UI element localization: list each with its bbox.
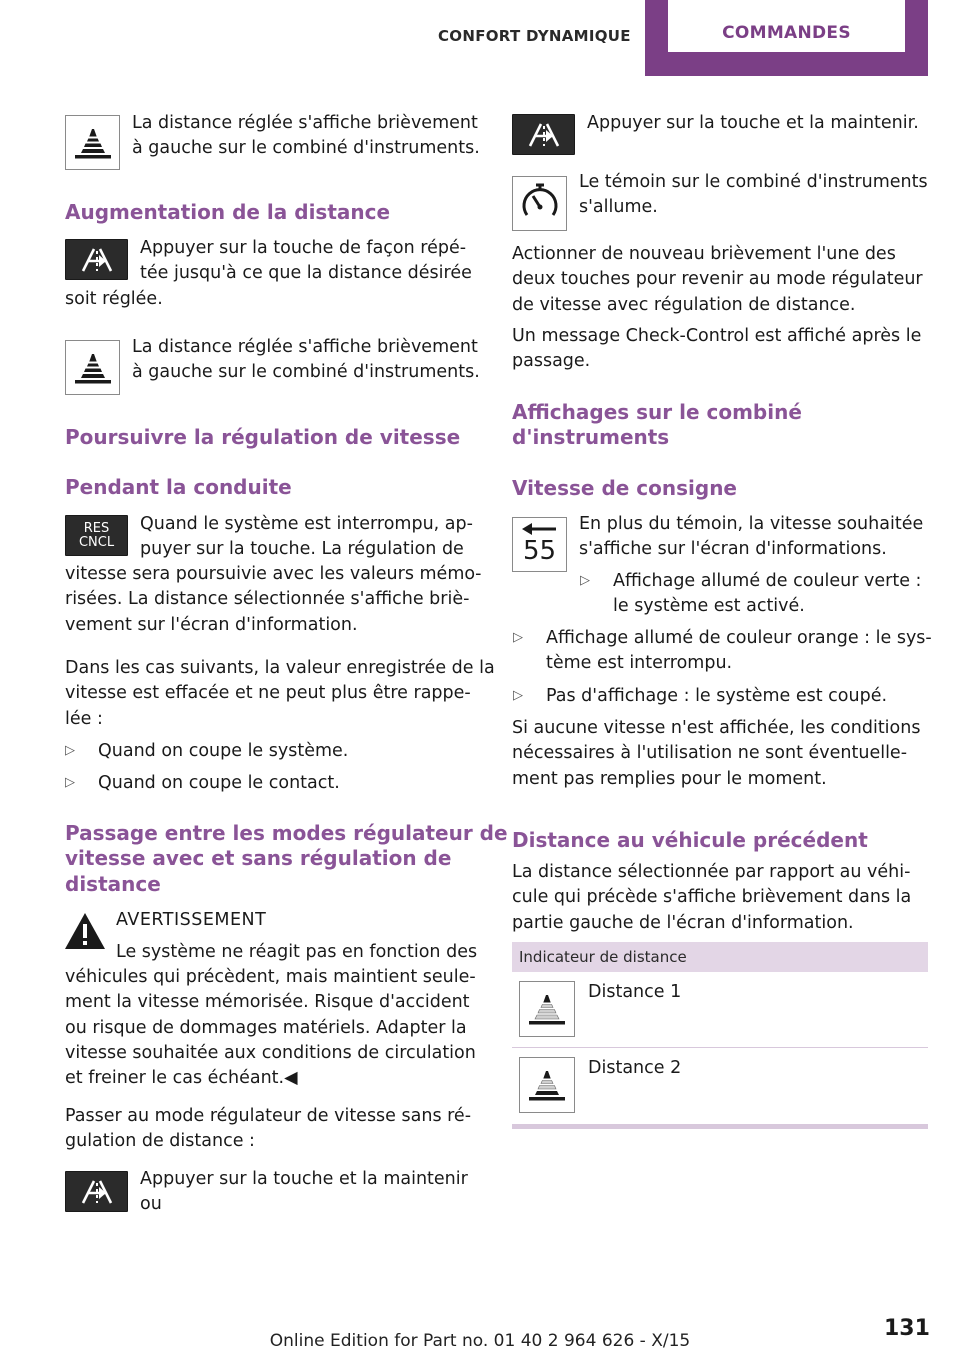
paragraph: La distance réglée s'affiche brièvement à gauche sur le combiné d'instruments. (132, 337, 480, 383)
bullet-icon: ▷ (580, 573, 590, 588)
paragraph: Actionner de nouveau brièvement l'une des deux touches pour revenir au mode régulateur de vitesse avec régulation de distance. (512, 244, 923, 315)
table-end-rule (512, 1124, 928, 1129)
list-item: Quand on coupe le système. (98, 741, 349, 761)
paragraph: Dans les cas suivants, la valeur enregistrée de la vitesse est effacée et ne peut plus être rappe‐ lée : (65, 658, 495, 729)
paragraph: vitesse sera poursuivie avec les valeurs mémo‐ risées. La distance sélectionnée s'affiche briè‐ vement sur l'écran d'information. (65, 564, 482, 635)
distance-row-label: Distance 1 (588, 982, 682, 1002)
distance-button-icon (65, 1171, 128, 1212)
setpoint-speed-icon: 55 (512, 517, 567, 572)
page-number: 131 (884, 1316, 930, 1341)
page-header (0, 0, 960, 76)
distance-row-label: Distance 2 (588, 1058, 682, 1078)
distance-display-icon (65, 340, 120, 395)
heading-switch-modes: Passage entre les modes régulateur de vitesse avec et sans régulation de distance (65, 821, 508, 896)
paragraph: Appuyer sur la touche et la maintenir ou (140, 1169, 468, 1215)
bullet-icon: ▷ (513, 630, 523, 645)
distance-button-icon (512, 114, 575, 155)
bullet-icon: ▷ (513, 688, 523, 703)
paragraph: Appuyer sur la touche et la maintenir. (587, 113, 919, 133)
heading-continue-regulation: Poursuivre la régulation de vitesse (65, 425, 461, 449)
paragraph: En plus du témoin, la vitesse souhaitée s'affiche sur l'écran d'informations. (579, 514, 924, 560)
paragraph: soit réglée. (65, 289, 163, 309)
paragraph: Si aucune vitesse n'est affichée, les conditions nécessaires à l'utilisation ne sont éventuelle‐ ment pas remplies pour le moment. (512, 718, 921, 789)
heading-increase-distance: Augmentation de la distance (65, 200, 391, 224)
table-divider (512, 1047, 928, 1048)
res-cncl-button-icon: RES CNCL (65, 515, 128, 556)
warning-text: véhicules qui précèdent, mais maintient seule‐ ment la vitesse mémorisée. Risque d'accident ou risque de dommages matériels. Adapter la vitesse souhaitée aux conditions de circulation et freiner le cas échéant.◀ (65, 967, 476, 1089)
heading-while-driving: Pendant la conduite (65, 475, 292, 499)
warning-text: Le système ne réagit pas en fonction des (116, 942, 478, 962)
bullet-icon: ▷ (65, 743, 75, 758)
warning-icon (63, 911, 107, 951)
heading-setpoint-speed: Vitesse de consigne (512, 476, 737, 500)
distance-table-header: Indicateur de distance (512, 942, 928, 972)
distance-2-icon (519, 1057, 575, 1113)
heading-distance-vehicle: Distance au véhicule précédent (512, 828, 868, 852)
distance-button-icon (65, 239, 128, 280)
distance-1-icon (519, 981, 575, 1037)
list-item: Quand on coupe le contact. (98, 773, 340, 793)
list-item: Affichage allumé de couleur verte : le système est activé. (613, 571, 922, 617)
paragraph: La distance sélectionnée par rapport au véhi‐ cule qui précède s'affiche brièvement dans la partie gauche de l'écran d'information. (512, 862, 912, 933)
warning-title: AVERTISSEMENT (116, 910, 267, 930)
chapter-title: CONFORT DYNAMIQUE (438, 27, 631, 45)
edition-footer: Online Edition for Part no. 01 40 2 964 626 - X/15 (269, 1331, 691, 1351)
list-item: Pas d'affichage : le système est coupé. (546, 686, 888, 706)
paragraph: La distance réglée s'affiche brièvement à gauche sur le combiné d'instruments. (132, 113, 480, 159)
paragraph: Un message Check-Control est affiché après le passage. (512, 326, 922, 372)
distance-display-icon (65, 115, 120, 170)
paragraph: Passer au mode régulateur de vitesse sans ré‐ gulation de distance : (65, 1106, 472, 1152)
heading-displays: Affichages sur le combiné d'instruments (512, 400, 802, 450)
paragraph: Appuyer sur la touche de façon répé‐ tée jusqu'à ce que la distance désirée (140, 238, 472, 284)
paragraph: Le témoin sur le combiné d'instruments s'allume. (579, 172, 928, 218)
section-title: COMMANDES (722, 23, 851, 43)
paragraph: Quand le système est interrompu, ap‐ puyer sur la touche. La régulation de (140, 514, 473, 560)
list-item: Affichage allumé de couleur orange : le sys‐ tème est interrompu. (546, 628, 932, 674)
cruise-control-indicator-icon (512, 176, 567, 231)
bullet-icon: ▷ (65, 775, 75, 790)
